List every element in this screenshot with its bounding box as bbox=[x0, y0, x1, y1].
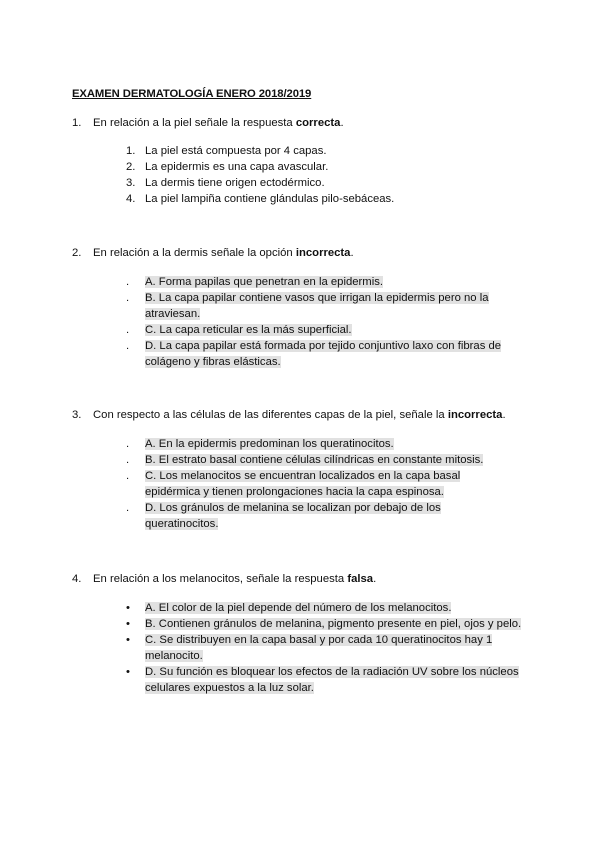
option-marker: . bbox=[126, 340, 130, 352]
option-marker: 4. bbox=[126, 193, 136, 205]
question-text: En relación a los melanocitos, señale la respuesta bbox=[93, 573, 348, 585]
option-item bbox=[126, 143, 526, 159]
question-4 bbox=[72, 572, 532, 587]
options-list-3 bbox=[126, 436, 526, 532]
option-text: B. La capa papilar contiene vasos que irrigan la epidermis pero no la atraviesan. bbox=[145, 292, 489, 320]
question-text: En relación a la piel señale la respuesta bbox=[93, 117, 296, 129]
option-marker: 2. bbox=[126, 161, 136, 173]
option-item bbox=[126, 274, 526, 290]
question-1 bbox=[72, 116, 532, 131]
option-item bbox=[126, 436, 526, 452]
option-text: D. La capa papilar está formada por tejido conjuntivo laxo con fibras de colágeno y fibras elásticas. bbox=[145, 340, 502, 368]
options-list-4 bbox=[126, 600, 526, 696]
option-marker: . bbox=[126, 292, 130, 304]
bullet-icon: • bbox=[126, 634, 130, 646]
option-text: B. Contienen gránulos de melanina, pigmento presente en piel, ojos y pelo. bbox=[145, 618, 522, 630]
option-item bbox=[126, 452, 526, 468]
option-text: D. Los gránulos de melanina se localizan por debajo de los queratinocitos. bbox=[145, 502, 441, 530]
option-item bbox=[126, 322, 526, 338]
question-2 bbox=[72, 246, 532, 261]
question-punct: . bbox=[340, 117, 344, 129]
bullet-icon: • bbox=[126, 666, 130, 678]
question-emphasis: falsa bbox=[347, 573, 374, 585]
option-item bbox=[126, 290, 526, 322]
option-marker: . bbox=[126, 324, 130, 336]
option-item bbox=[126, 500, 490, 532]
exam-title: EXAMEN DERMATOLOGÍA ENERO 2018/2019 bbox=[72, 88, 312, 100]
option-text: A. En la epidermis predominan los queratinocitos. bbox=[145, 438, 394, 450]
question-number: 1. bbox=[72, 117, 82, 129]
option-text: La dermis tiene origen ectodérmico. bbox=[145, 177, 325, 189]
option-text: La piel está compuesta por 4 capas. bbox=[145, 145, 327, 157]
bullet-icon: • bbox=[126, 602, 130, 614]
question-text: Con respecto a las células de las diferentes capas de la piel, señale la bbox=[93, 409, 448, 421]
option-marker: . bbox=[126, 454, 130, 466]
option-item bbox=[126, 632, 535, 664]
option-text: B. El estrato basal contiene células cilíndricas en constante mitosis. bbox=[145, 454, 484, 466]
option-item bbox=[126, 175, 526, 191]
option-text: D. Su función es bloquear los efectos de la radiación UV sobre los núcleos celulares expuestos a la luz solar. bbox=[145, 666, 519, 694]
question-emphasis: incorrecta bbox=[447, 409, 503, 421]
option-text: C. Los melanocitos se encuentran localizados en la capa basal epidérmica y tienen prolongaciones hacia la capa espinosa. bbox=[145, 470, 461, 498]
question-number: 2. bbox=[72, 247, 82, 259]
question-text: En relación a la dermis señale la opción bbox=[93, 247, 296, 259]
question-punct: . bbox=[502, 409, 506, 421]
options-list-1 bbox=[126, 143, 526, 207]
question-emphasis: incorrecta bbox=[295, 247, 351, 259]
option-text: La epidermis es una capa avascular. bbox=[145, 161, 329, 173]
option-marker: 3. bbox=[126, 177, 136, 189]
question-number: 3. bbox=[72, 409, 82, 421]
question-punct: . bbox=[373, 573, 377, 585]
option-marker: 1. bbox=[126, 145, 136, 157]
option-marker: . bbox=[126, 276, 130, 288]
question-punct: . bbox=[350, 247, 354, 259]
option-marker: . bbox=[126, 502, 130, 514]
option-marker: . bbox=[126, 438, 130, 450]
option-text: A. Forma papilas que penetran en la epidermis. bbox=[145, 276, 383, 288]
option-text: C. Se distribuyen en la capa basal y por cada 10 queratinocitos hay 1 melanocito. bbox=[145, 634, 493, 662]
option-item bbox=[126, 468, 505, 500]
bullet-icon: • bbox=[126, 618, 130, 630]
option-text: C. La capa reticular es la más superficial. bbox=[145, 324, 352, 336]
option-item bbox=[126, 664, 525, 696]
option-text: A. El color de la piel depende del número de los melanocitos. bbox=[145, 602, 452, 614]
option-item bbox=[126, 191, 526, 207]
options-list-2 bbox=[126, 274, 526, 370]
option-item bbox=[126, 338, 526, 370]
option-text: La piel lampiña contiene glándulas pilo-sebáceas. bbox=[145, 193, 395, 205]
question-number: 4. bbox=[72, 573, 82, 585]
option-item bbox=[126, 616, 526, 632]
option-marker: . bbox=[126, 470, 130, 482]
question-3 bbox=[72, 408, 542, 423]
option-item bbox=[126, 600, 526, 616]
question-emphasis: correcta bbox=[295, 117, 341, 129]
option-item bbox=[126, 159, 526, 175]
